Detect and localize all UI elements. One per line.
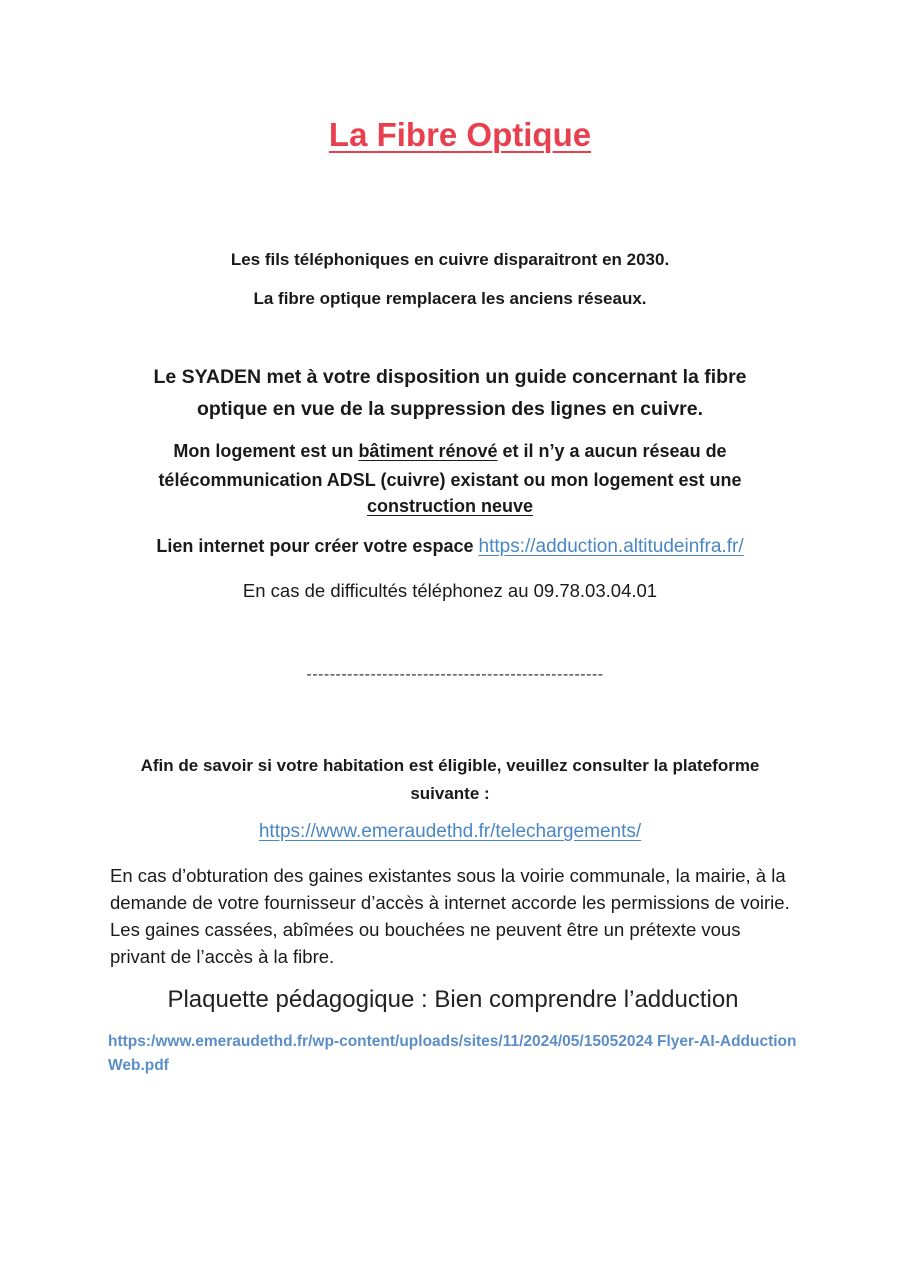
syaden-line-2: optique en vue de la suppression des lignes en cuivre. (196, 398, 704, 420)
separator: --------------------------------------------------- (306, 666, 604, 683)
lien-label: Lien internet pour créer votre espace (156, 536, 479, 556)
difficultes-text: En cas de difficultés téléphonez au 09.78.03.04.01 (242, 580, 658, 601)
construction-neuve-emphasis: construction neuve (366, 496, 534, 516)
logement-line-2: télécommunication ADSL (cuivre) existant ou mon logement est une (158, 470, 742, 490)
adduction-link[interactable]: https://adduction.altitudeinfra.fr/ (478, 536, 744, 557)
intro-line-1: Les fils téléphoniques en cuivre disparaitront en 2030. (230, 250, 670, 269)
eligible-link-line (0, 821, 900, 843)
pdf-link[interactable]: https:/www.emeraudethd.fr/wp-content/uploads/sites/11/2024/05/15052024 Flyer-AI-Adduction Web.pdf (108, 1033, 797, 1074)
syaden-line-1: Le SYADEN met à votre disposition un guide concernant la fibre (153, 366, 747, 388)
logement-text: Mon logement est un (173, 441, 359, 461)
logement-line-3 (0, 496, 900, 517)
page-title: La Fibre Optique (328, 116, 592, 153)
lien-line (0, 536, 900, 558)
eligible-line-2: suivante : (410, 784, 490, 803)
logement-line-1 (0, 441, 900, 462)
obturation-paragraph: En cas d’obturation des gaines existantes sous la voirie communale, la mairie, à la demande de votre fournisseur d’accès à internet accorde les permissions de voirie. Les gaines cassées, abîmées ou bouchées ne peuvent être un prétexte vous privant de l’accès à la fibre. (110, 865, 790, 967)
eligible-line-1: Afin de savoir si votre habitation est éligible, veuillez consulter la plateforme (140, 756, 760, 775)
intro-line-2: La fibre optique remplacera les anciens réseaux. (253, 289, 647, 308)
plaquette-heading: Plaquette pédagogique : Bien comprendre l’adduction (167, 986, 739, 1013)
logement-text: et il n’y a aucun réseau de (497, 441, 727, 461)
batiment-renove-emphasis: bâtiment rénové (358, 441, 498, 461)
emeraudethd-link[interactable]: https://www.emeraudethd.fr/telechargements/ (258, 821, 642, 842)
